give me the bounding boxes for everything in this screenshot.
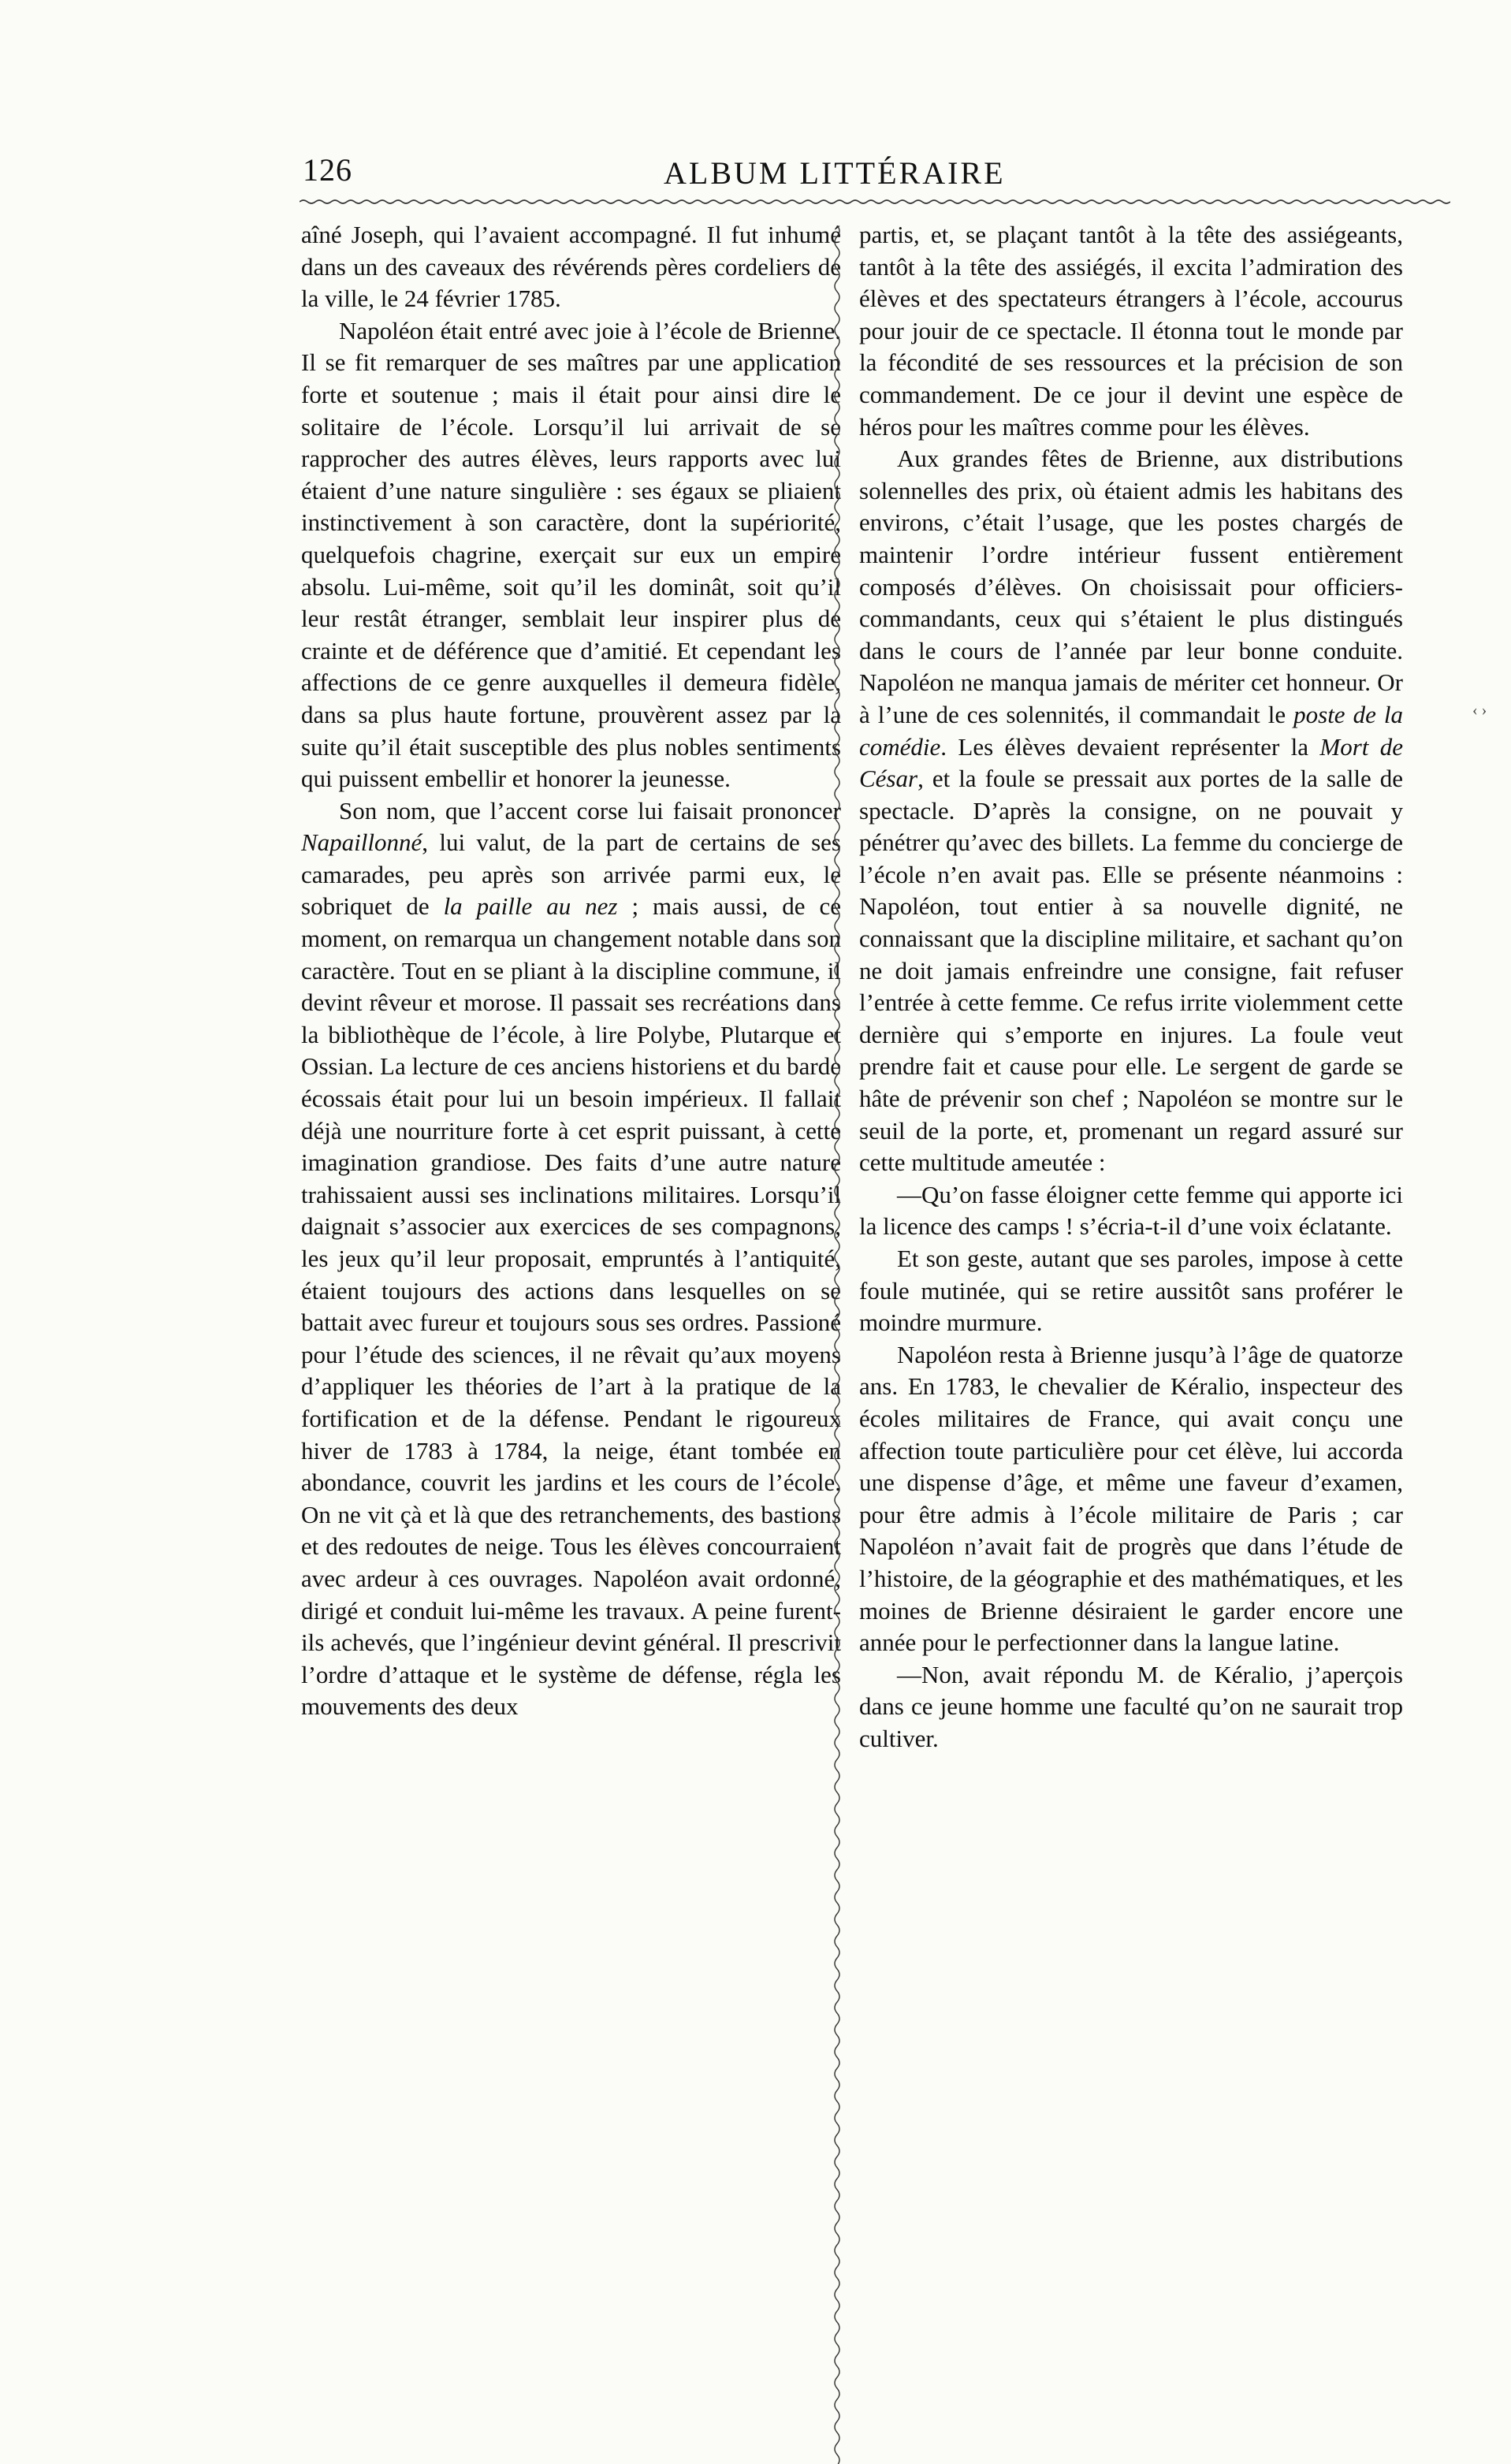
right-paragraph-4: Et son geste, autant que ses paroles, impose à cette foule mutinée, qui se retire aussitôt sans proférer le moindre murmure. xyxy=(859,1245,1403,1337)
right-p2-text-1: Aux grandes fêtes de Brienne, aux distributions solennelles des prix, où étaient admis les habitans des environs, c’était l’usage, que les postes chargés de maintenir l’ordre intérieur fussent entièrement composés d’élèves. On choisissait pour officiers-commandants, ceux qui s’étaient le plus distingués dans le cours de l’année par leur bonne conduite. Napoléon ne manqua jamais de mériter cet honneur. Or à l’une de ces solennités, il commandait le xyxy=(859,445,1403,728)
column-divider-wavy xyxy=(828,225,847,2464)
right-paragraph-6: —Non, avait répondu M. de Kéralio, j’aperçois dans ce jeune homme une faculté qu’on ne saurait trop cultiver. xyxy=(859,1660,1403,1752)
margin-stray-mark: ‹ › xyxy=(1472,702,1487,719)
nickname-napaillonne: Napaillonné xyxy=(301,828,422,857)
title-mort-de-cesar: Mort de César xyxy=(859,732,1403,793)
left-p3-text-1: Son nom, que l’accent corse lui faisait prononcer xyxy=(339,796,841,824)
page-number: 126 xyxy=(303,152,352,188)
right-paragraph-2 xyxy=(859,443,1403,1179)
right-paragraph-1: partis, et, se plaçant tantôt à la tête des assiégeants, tantôt à la tête des assiégés, il excita l’admiration des élèves et des spectateurs étrangers à l’école, accourus pour jouir de ce spectacle. Il étonna tout le monde par la fécondité de ses ressources et la précision de son commandement. De ce jour il devint une espèce de héros pour les maîtres comme pour les élèves. xyxy=(859,221,1403,441)
left-p3-text-3: ; mais aussi, de ce moment, on remarqua un changement notable dans son caractère. Tout en se pliant à la discipline commune, il devint rêveur et morose. Il passait ses recréations dans la bibliothèque de l’école, à lire Polybe, Plutarque et Ossian. La lecture de ces anciens historiens et du barde écossais était pour lui un besoin impérieux. Il fallait déjà une nourriture forte à cet esprit puissant, à cette imagination grandiose. Des faits d’une autre nature trahissaient aussi ses inclinations militaires. Lorsqu’il daignait s’associer aux exercices de ses compagnons, les jeux qu’il leur proposait, empruntés à l’antiquité, étaient toujours des actions dans lesquelles on se battait avec fureur et toujours sous ses ordres. Passioné pour l’étude des sciences, il ne rêvait qu’aux moyens d’appliquer les théories de l’art à la pratique de la fortification et de la défense. Pendant le rigoureux hiver de 1783 à 1784, la neige, étant tombée en abondance, couvrit les jardins et les cours de l’école. On ne vit çà et là que des retranchements, des bastions et des redoutes de neige. Tous les élèves concourraient avec ardeur à ces ouvrages. Napoléon avait ordonné, dirigé et conduit lui-même les travaux. A peine furent-ils achevés, que l’ingénieur devint général. Il prescrivit l’ordre d’attaque et le système de défense, régla les mouvements des deux xyxy=(301,892,841,1721)
right-paragraph-5: Napoléon resta à Brienne jusqu’à l’âge de quatorze ans. En 1783, le chevalier de Kéralio, inspecteur des écoles militaires de France, qui avait conçu une affection toute particulière pour cet élève, lui accorda une dispense d’âge, et même une faveur d’examen, pour être admis à l’école militaire de Paris ; car Napoléon n’avait fait de progrès que dans l’étude de l’histoire, de la géographie et des mathématiques, et les moines de Brienne désiraient le garder encore une année pour le perfectionner dans la langue latine. xyxy=(859,1340,1403,1657)
nickname-paille-au-nez: la paille au nez xyxy=(443,892,618,921)
right-column xyxy=(859,219,1403,1755)
header-wavy-rule xyxy=(300,199,1450,205)
running-title: ALBUM LITTÉRAIRE xyxy=(664,155,1006,191)
right-p2-text-3: , et la foule se pressait aux portes de la salle de spectacle. D’après la consigne, on ne pouvait y pénétrer qu’avec des billets. La femme du concierge de l’école n’en avait pas. Elle se présente néanmoins : Napoléon, tout entier à sa nouvelle dignité, ne connaissant que la discipline militaire, et sachant qu’on ne doit jamais enfreindre une consigne, fait refuser l’entrée à cette femme. Ce refus irrite violemment cette dernière qui s’emporte en injures. La foule veut prendre fait et cause pour elle. Le sergent de garde se hâte de prévenir son chef ; Napoléon se montre sur le seuil de la porte, et, promenant un regard assuré sur cette multitude ameutée : xyxy=(859,765,1403,1177)
left-p3-text-2: , lui valut, de la part de certains de ses camarades, peu après son arrivée parmi eux, le sobriquet de xyxy=(301,828,841,921)
right-paragraph-3: —Qu’on fasse éloigner cette femme qui apporte ici la licence des camps ! s’écria-t-il d’une voix éclatante. xyxy=(859,1180,1403,1241)
left-paragraph-2: Napoléon était entré avec joie à l’école de Brienne. Il se fit remarquer de ses maîtres par une application forte et soutenue ; mais il était pour ainsi dire le solitaire de l’école. Lorsqu’il lui arrivait de se rapprocher des autres élèves, leurs rapports avec lui étaient d’une nature singulière : ses égaux se pliaient instinctivement à son caractère, dont la supériorité, quelquefois chagrine, exerçait sur eux un empire absolu. Lui-même, soit qu’il les dominât, soit qu’il leur restât étranger, semblait leur inspirer plus de crainte et de déférence que d’amitié. Et cependant les affections de ce genre auxquelles il demeura fidèle, dans sa plus haute fortune, prouvèrent assez par la suite qu’il était susceptible des plus nobles sentiments qui puissent embellir et honorer la jeunesse. xyxy=(301,316,841,793)
left-paragraph-3 xyxy=(301,795,841,1723)
left-paragraph-1: aîné Joseph, qui l’avaient accompagné. Il fut inhumé dans un des caveaux des révérends pères cordeliers de la ville, le 24 février 1785. xyxy=(301,221,841,313)
title-poste-de-la-comedie: poste de la comédie xyxy=(859,700,1403,761)
right-p2-text-2: . Les élèves devaient représenter la xyxy=(940,732,1320,761)
left-column xyxy=(301,219,841,1723)
